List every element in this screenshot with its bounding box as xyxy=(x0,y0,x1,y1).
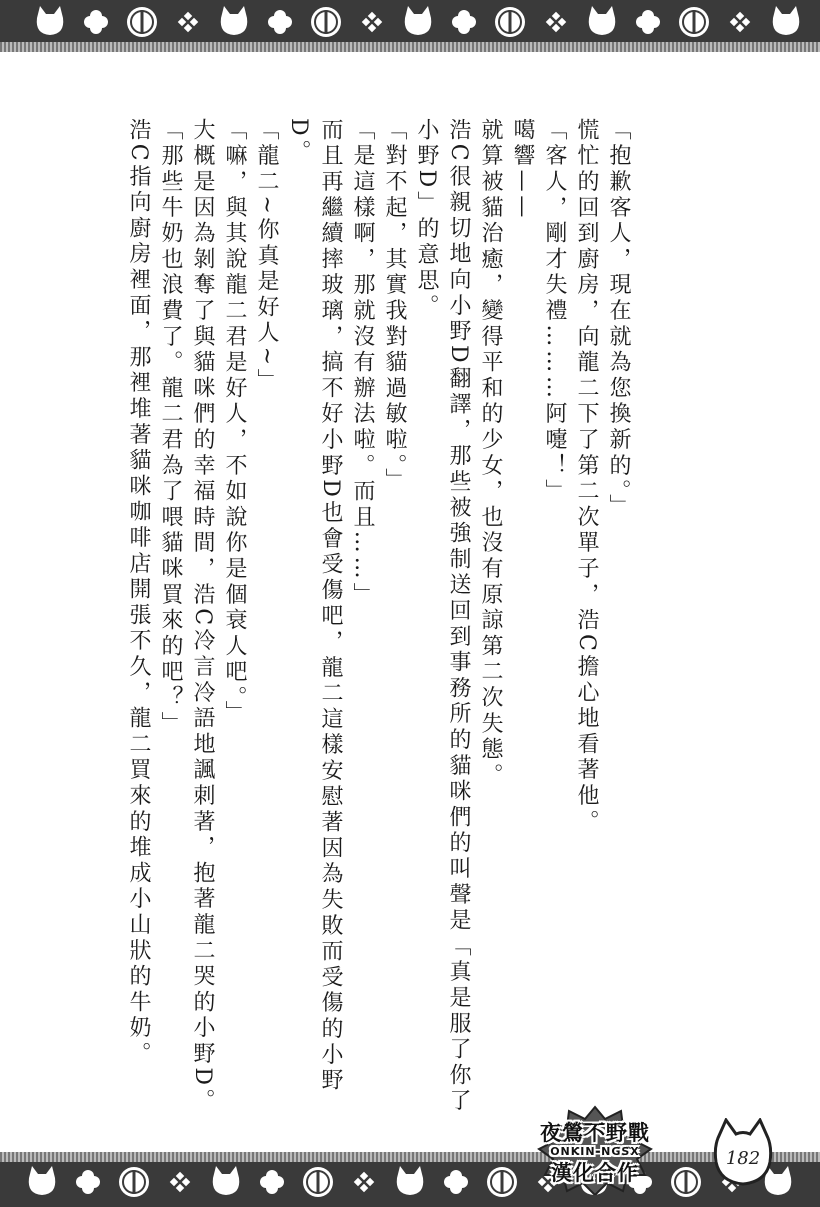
pattern-icons-row xyxy=(0,0,820,44)
clover-icon xyxy=(260,1170,284,1194)
paragraph: 「是這樣啊，那就沒有辦法啦。而且……」 xyxy=(350,118,375,609)
diamond-icon xyxy=(546,12,566,32)
clover-icon xyxy=(452,10,476,34)
cd-icon xyxy=(119,1167,149,1197)
cat-icon xyxy=(397,1166,423,1195)
paragraph: 小野D」的意思。 xyxy=(414,118,439,321)
cat-icon xyxy=(29,1166,55,1195)
pattern-icons-row xyxy=(0,1160,820,1204)
credit-line-3: 漢化合作 xyxy=(551,1161,639,1185)
diamond-icon xyxy=(354,1172,374,1192)
cd-icon xyxy=(679,7,709,37)
clover-icon xyxy=(76,1170,100,1194)
paragraph: 「龍二~你真是好人~」 xyxy=(254,118,279,395)
scanlation-credit-badge xyxy=(535,1105,655,1195)
paragraph: 「客人，剛才失禮………阿嚏！」 xyxy=(542,118,567,505)
clover-icon xyxy=(84,10,108,34)
paragraph: 浩C指向廚房裡面，那裡堆著貓咪咖啡店開張不久，龍二買來的堆成小山狀的牛奶。 xyxy=(126,118,151,1068)
cat-icon xyxy=(773,6,799,35)
page-number-badge xyxy=(712,1118,774,1188)
paragraph: 「對不起，其實我對貓過敏啦。」 xyxy=(382,118,407,494)
clover-icon xyxy=(636,10,660,34)
page-number: 182 xyxy=(725,1148,761,1169)
cd-icon xyxy=(127,7,157,37)
cat-icon xyxy=(221,6,247,35)
cd-icon xyxy=(487,1167,517,1197)
paragraph: 慌忙的回到廚房，向龍二下了第二次單子，浩C擔心地看著他。 xyxy=(574,118,599,836)
diamond-icon xyxy=(730,12,750,32)
header-decorative-band xyxy=(0,0,820,52)
paragraph: 「抱歉客人，現在就為您換新的。」 xyxy=(606,118,631,520)
cd-icon xyxy=(311,7,341,37)
paragraph: 噶響—— xyxy=(510,118,535,222)
diamond-icon xyxy=(362,12,382,32)
clover-icon xyxy=(444,1170,468,1194)
diamond-icon xyxy=(178,12,198,32)
paragraph: 大概是因為剝奪了與貓咪們的幸福時間，浩C冷言冷語地諷刺著，抱著龍二哭的小野D。 xyxy=(190,118,215,1115)
paragraph: 「那些牛奶也浪費了。龍二君為了喂貓咪買來的吧？」 xyxy=(158,118,183,738)
cd-icon xyxy=(495,7,525,37)
header-stripe xyxy=(0,42,820,52)
cd-icon xyxy=(303,1167,333,1197)
footer-decorative-band xyxy=(0,1152,820,1207)
cat-icon xyxy=(37,6,63,35)
credit-line-1: 夜鶯不野戰 xyxy=(540,1121,650,1145)
paragraph: 就算被貓治癒，變得平和的少女，也沒有原諒第二次失態。 xyxy=(478,118,503,789)
credit-line-2: ONKIN-NGSX xyxy=(550,1145,640,1158)
cd-icon xyxy=(671,1167,701,1197)
paragraph: 而且再繼續摔玻璃，搞不好小野D也會受傷吧，龍二這樣安慰著因為失敗而受傷的小野D。 xyxy=(286,118,343,1095)
paragraph: 「嘛，與其說龍二君是好人，不如說你是個衰人吧。」 xyxy=(222,118,247,727)
novel-body-text xyxy=(122,118,634,1128)
diamond-icon xyxy=(170,1172,190,1192)
clover-icon xyxy=(268,10,292,34)
cat-icon xyxy=(405,6,431,35)
cat-icon xyxy=(589,6,615,35)
cat-icon xyxy=(213,1166,239,1195)
paragraph: 浩C很親切地向小野D翻譯，那些被強制送回到事務所的貓咪們的叫聲是「真是服了你了 xyxy=(446,118,471,1115)
